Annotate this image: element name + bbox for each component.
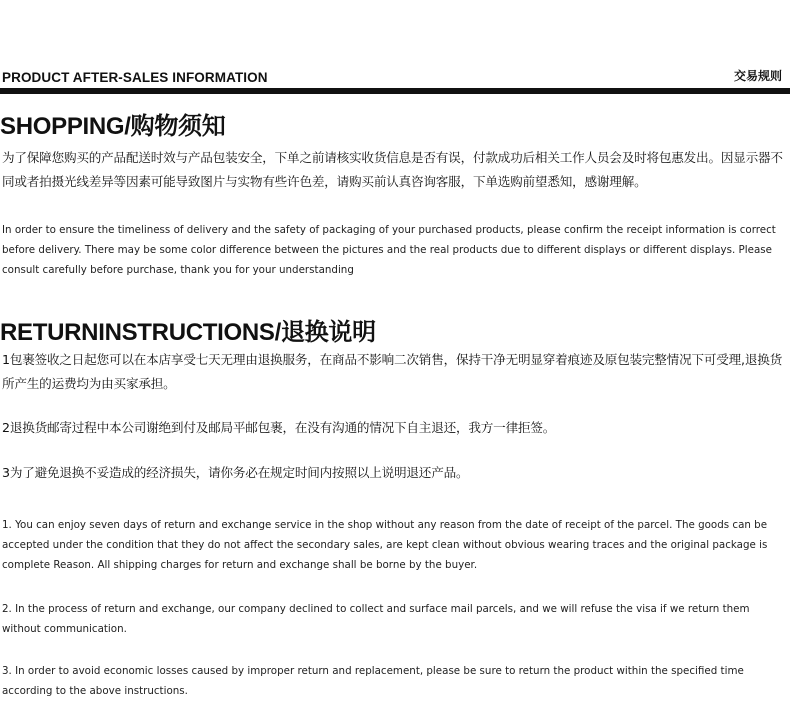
returns-en-item-1: 1. You can enjoy seven days of return and exchange service in the shop without any reason from the date of receipt of the parcel. The goods can be accepted under the condition that they do not affect the secondary sales, are kept clean without obvious wearing traces and the original package is complete Reason. All shipping charges for return and exchange shall be borne by the buyer. (2, 519, 768, 571)
returns-en-item-3: 3. In order to avoid economic losses caused by improper return and replacement, please be sure to return the product within the specified time according to the above instructions. (2, 665, 744, 697)
header-title: PRODUCT AFTER-SALES INFORMATION (2, 70, 268, 85)
page-header (0, 62, 790, 98)
header-trade-rules: 交易规则 (733, 69, 782, 83)
returns-cn-item-2: 2退换货邮寄过程中本公司谢绝到付及邮局平邮包裹，在没有沟通的情况下自主退还，我方一律拒签。 (2, 420, 556, 435)
header-divider (0, 88, 790, 94)
shopping-cn-paragraph: 为了保障您购买的产品配送时效与产品包装安全，下单之前请核实收货信息是否有误，付款成功后相关工作人员会及时将包惠发出。因显示器不同或者拍摄光线差异等因素可能导致图片与实物有些许色差，请购买前认真咨询客服，下单选购前望悉知，感谢理解。 (2, 150, 783, 189)
shopping-section-title: SHOPPING/购物须知 (0, 113, 226, 140)
returns-cn-item-1: 1包裹签收之日起您可以在本店享受七天无理由退换服务，在商品不影响二次销售，保持干净无明显穿着痕迹及原包装完整情况下可受理,退换货所产生的运费均为由买家承担。 (2, 352, 783, 391)
returns-section-title: RETURNINSTRUCTIONS/退换说明 (0, 319, 376, 346)
shopping-en-paragraph: In order to ensure the timeliness of delivery and the safety of packaging of your purchased products, please confirm the receipt information is correct before delivery. There may be some color difference between the pictures and the real products due to different displays or different displays. Please consult carefully before purchase, thank you for your understanding (2, 224, 776, 276)
returns-cn-item-3: 3为了避免退换不妥造成的经济损失，请你务必在规定时间内按照以上说明退还产品。 (2, 465, 469, 480)
returns-en-item-2: 2. In the process of return and exchange, our company declined to collect and surface mail parcels, and we will refuse the visa if we return them without communication. (2, 603, 750, 635)
